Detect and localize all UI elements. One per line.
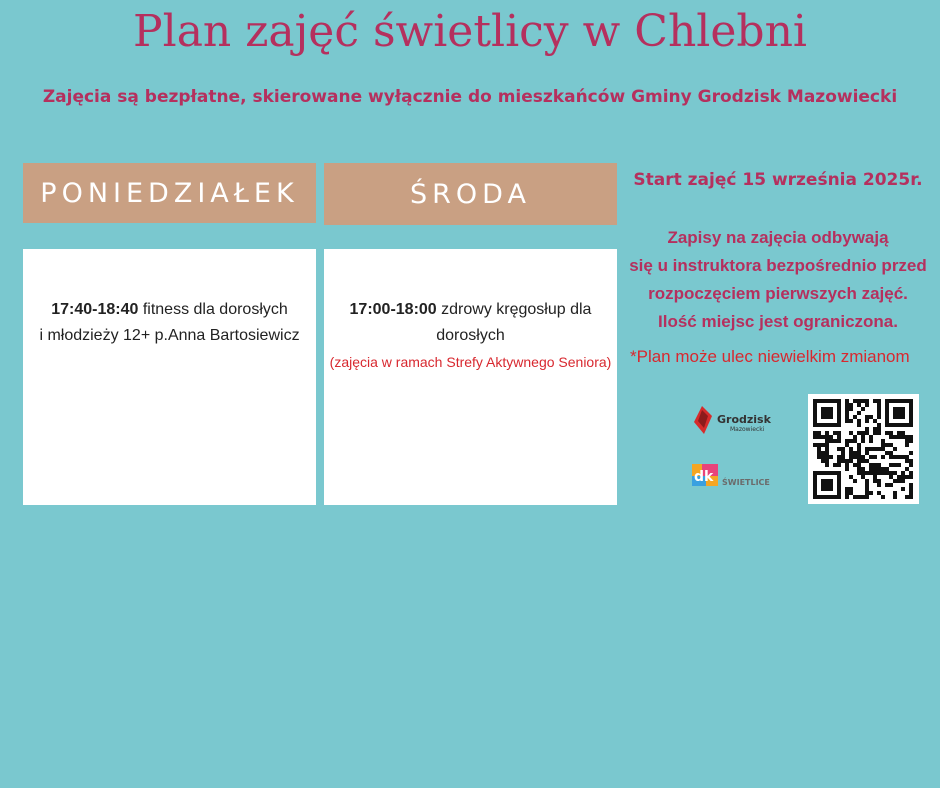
signup-line: rozpoczęciem pierwszych zajęć. xyxy=(648,284,908,303)
signup-line: Zapisy na zajęcia odbywają xyxy=(667,228,889,247)
signup-info xyxy=(628,224,928,336)
time-wednesday: 17:00-18:00 xyxy=(349,301,437,318)
grodzisk-logo-sub: Mazowiecki xyxy=(730,426,765,433)
qr-code-icon xyxy=(808,394,919,504)
page-subtitle: Zajęcia są bezpłatne, skierowane wyłącznie do mieszkańców Gminy Grodzisk Mazowiecki xyxy=(42,87,898,107)
day-box-monday xyxy=(23,249,316,505)
disclaimer-text: *Plan może ulec niewielkim zmianom xyxy=(630,347,910,366)
activity-wednesday-line2: dorosłych xyxy=(436,327,505,344)
day-header-monday xyxy=(23,163,316,223)
grodzisk-logo xyxy=(692,404,782,438)
activity-monday-line2: i młodzieży 12+ p.Anna Bartosiewicz xyxy=(39,327,300,344)
page-title: Plan zajęć świetlicy w Chlebni xyxy=(133,6,807,57)
senior-zone-note: (zajęcia w ramach Strefy Aktywnego Seniora) xyxy=(329,354,612,370)
grodzisk-logo-name: Grodzisk xyxy=(717,413,771,426)
dk-logo-name: ŚWIETLICE xyxy=(722,478,770,487)
dk-swietlice-logo xyxy=(692,462,782,492)
activity-monday-line1: fitness dla dorosłych xyxy=(138,301,288,318)
start-date-text: Start zajęć 15 września 2025r. xyxy=(633,170,923,190)
day-name-monday: PONIEDZIAŁEK xyxy=(40,177,299,209)
dk-logo-icon xyxy=(692,462,782,492)
schedule-entry-monday xyxy=(23,297,316,349)
time-monday: 17:40-18:40 xyxy=(51,301,139,318)
day-box-wednesday xyxy=(324,249,617,505)
signup-line: się u instruktora bezpośrednio przed xyxy=(629,256,927,275)
activity-wednesday-line1: zdrowy kręgosłup dla xyxy=(436,301,592,318)
signup-line: Ilość miejsc jest ograniczona. xyxy=(658,312,898,331)
schedule-entry-wednesday xyxy=(324,297,617,376)
grodzisk-emblem-icon xyxy=(692,404,782,438)
day-header-wednesday xyxy=(324,163,617,225)
qr-code xyxy=(808,394,919,504)
dk-logo-mark: dk xyxy=(694,469,714,485)
day-name-wednesday: ŚRODA xyxy=(410,178,531,210)
